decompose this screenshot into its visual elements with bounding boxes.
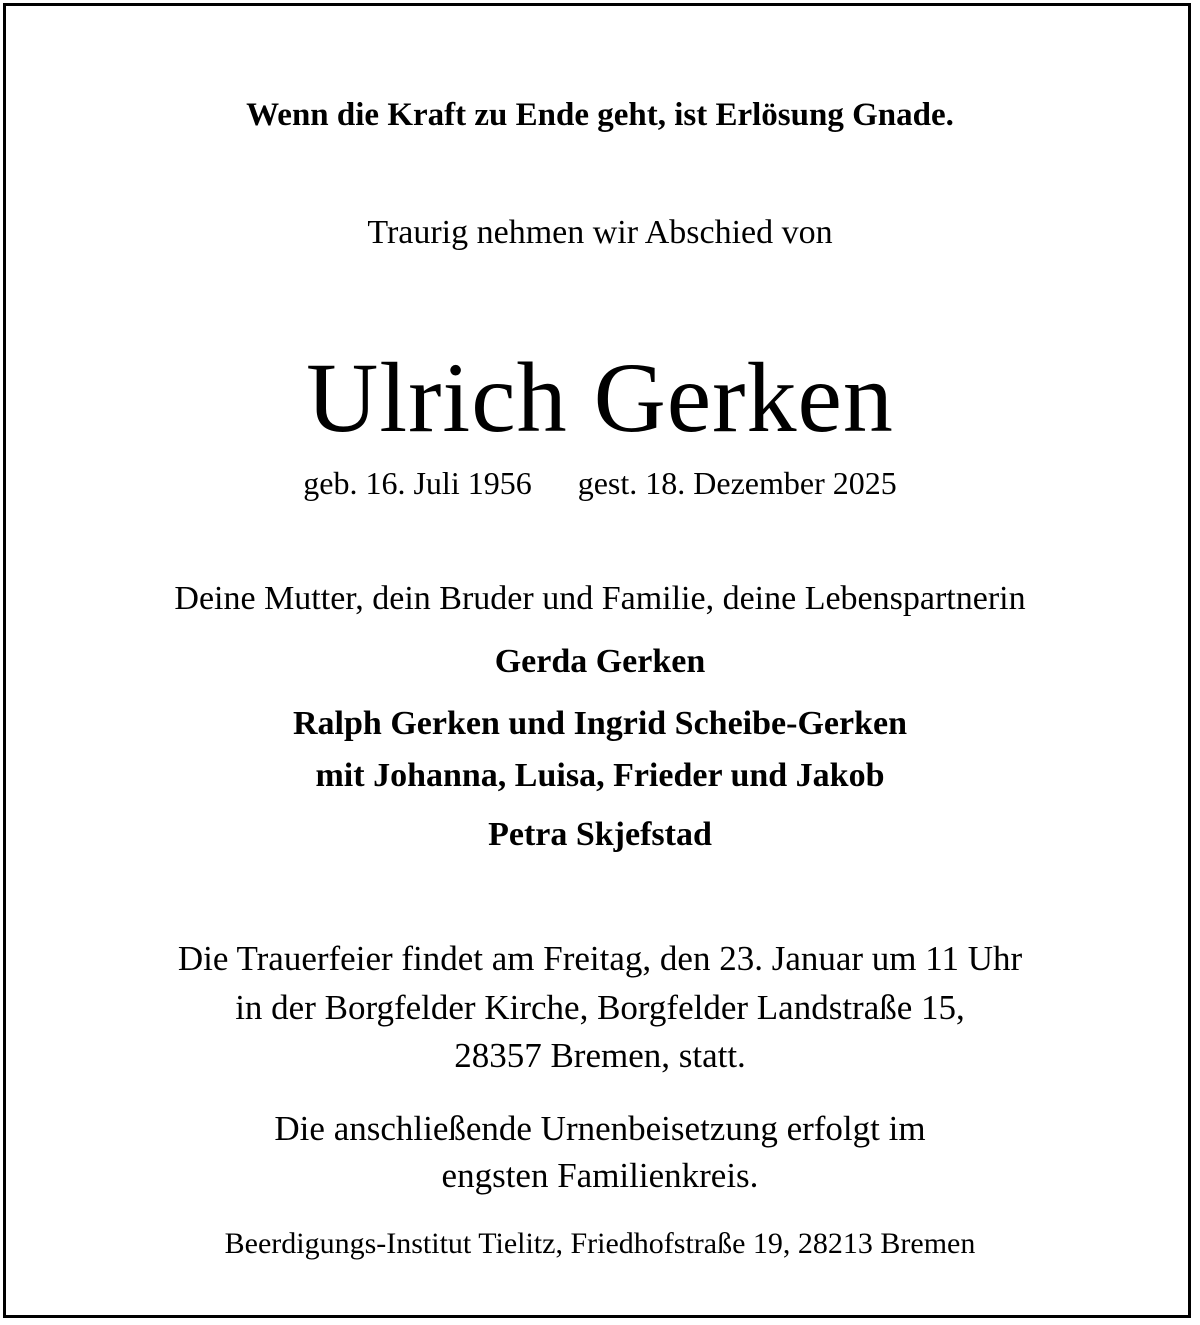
urn-burial-line: engsten Familienkreis. [441,1156,759,1195]
deceased-name: Ulrich Gerken [306,342,894,453]
birth-date: geb. 16. Juli 1956 [303,465,532,501]
funeral-info-line: Die Trauerfeier findet am Freitag, den 23. Januar um 11 Uhr [177,939,1023,978]
funeral-info-line: 28357 Bremen, statt. [454,1036,746,1075]
life-dates [0,467,1200,499]
undertaker-info: Beerdigungs-Institut Tielitz, Friedhofstraße 19, 28213 Bremen [224,1227,976,1260]
motto-heading: Wenn die Kraft zu Ende geht, ist Erlösung Gnade. [246,97,954,133]
mourners-intro: Deine Mutter, dein Bruder und Familie, deine Lebenspartnerin [174,580,1026,617]
death-date: gest. 18. Dezember 2025 [577,465,897,501]
mourner-name: Petra Skjefstad [488,816,712,853]
mourner-name: Gerda Gerken [494,643,706,680]
intro-text: Traurig nehmen wir Abschied von [367,214,833,251]
mourner-name: mit Johanna, Luisa, Frieder und Jakob [315,757,885,794]
funeral-info-line: in der Borgfelder Kirche, Borgfelder Landstraße 15, [235,988,965,1027]
urn-burial-line: Die anschließende Urnenbeisetzung erfolgt im [274,1109,926,1148]
mourner-name: Ralph Gerken und Ingrid Scheibe-Gerken [293,705,907,742]
